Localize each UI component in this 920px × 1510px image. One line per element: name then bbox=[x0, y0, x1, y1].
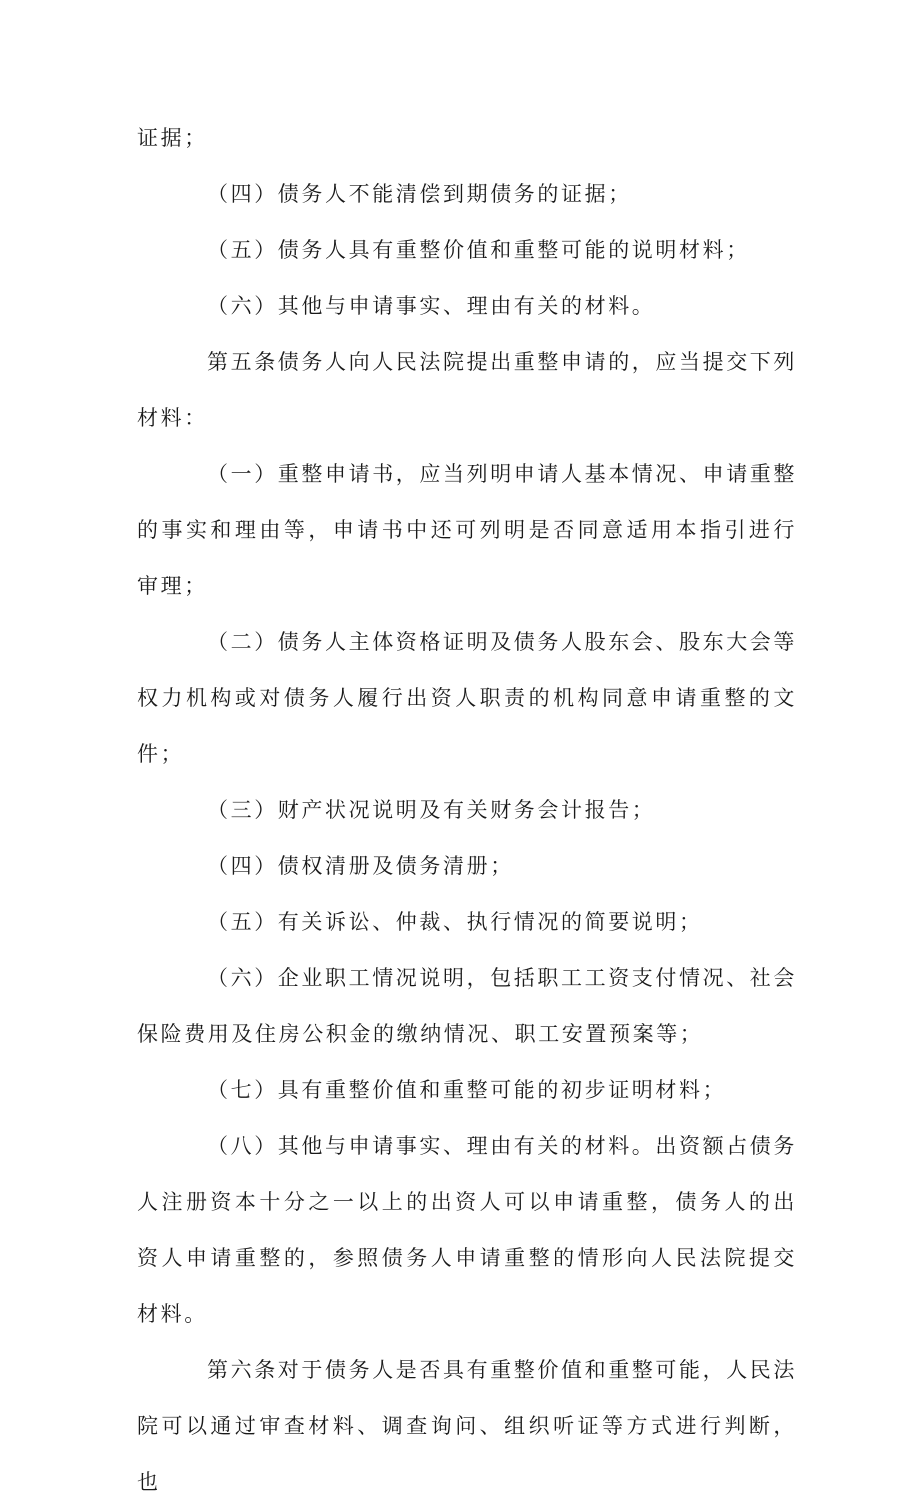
paragraph-continuation: 证据； bbox=[137, 126, 208, 150]
paragraph-article-6: 第六条对于债务人是否具有重整价值和重整可能，人民法院可以通过审查材料、调查询问、组织听证等方式进行判断，也 bbox=[137, 1358, 797, 1494]
paragraph-article-5-item-5: （五）有关诉讼、仲裁、执行情况的简要说明； bbox=[207, 910, 703, 934]
paragraph-article-5-item-1: （一）重整申请书，应当列明申请人基本情况、申请重整的事实和理由等，申请书中还可列明是否同意适用本指引进行审理； bbox=[137, 462, 797, 598]
paragraph-article-5-item-4: （四）债权清册及债务清册； bbox=[207, 854, 514, 878]
document-body bbox=[137, 110, 797, 1510]
paragraph-article-5-item-7: （七）具有重整价值和重整可能的初步证明材料； bbox=[207, 1078, 727, 1102]
paragraph-article-5-item-8: （八）其他与申请事实、理由有关的材料。出资额占债务人注册资本十分之一以上的出资人可以申请重整，债务人的出资人申请重整的，参照债务人申请重整的情形向人民法院提交材料。 bbox=[137, 1134, 797, 1326]
paragraph-item-5-materials: （五）债务人具有重整价值和重整可能的说明材料； bbox=[207, 238, 750, 262]
paragraph-item-4-evidence: （四）债务人不能清偿到期债务的证据； bbox=[207, 182, 632, 206]
paragraph-article-5-item-6: （六）企业职工情况说明，包括职工工资支付情况、社会保险费用及住房公积金的缴纳情况、职工安置预案等； bbox=[137, 966, 797, 1046]
paragraph-item-6-other: （六）其他与申请事实、理由有关的材料。 bbox=[207, 294, 656, 318]
paragraph-article-5-item-3: （三）财产状况说明及有关财务会计报告； bbox=[207, 798, 656, 822]
paragraph-article-5-item-2: （二）债务人主体资格证明及债务人股东会、股东大会等权力机构或对债务人履行出资人职责的机构同意申请重整的文件； bbox=[137, 630, 797, 766]
paragraph-article-5: 第五条债务人向人民法院提出重整申请的，应当提交下列材料： bbox=[137, 350, 797, 430]
